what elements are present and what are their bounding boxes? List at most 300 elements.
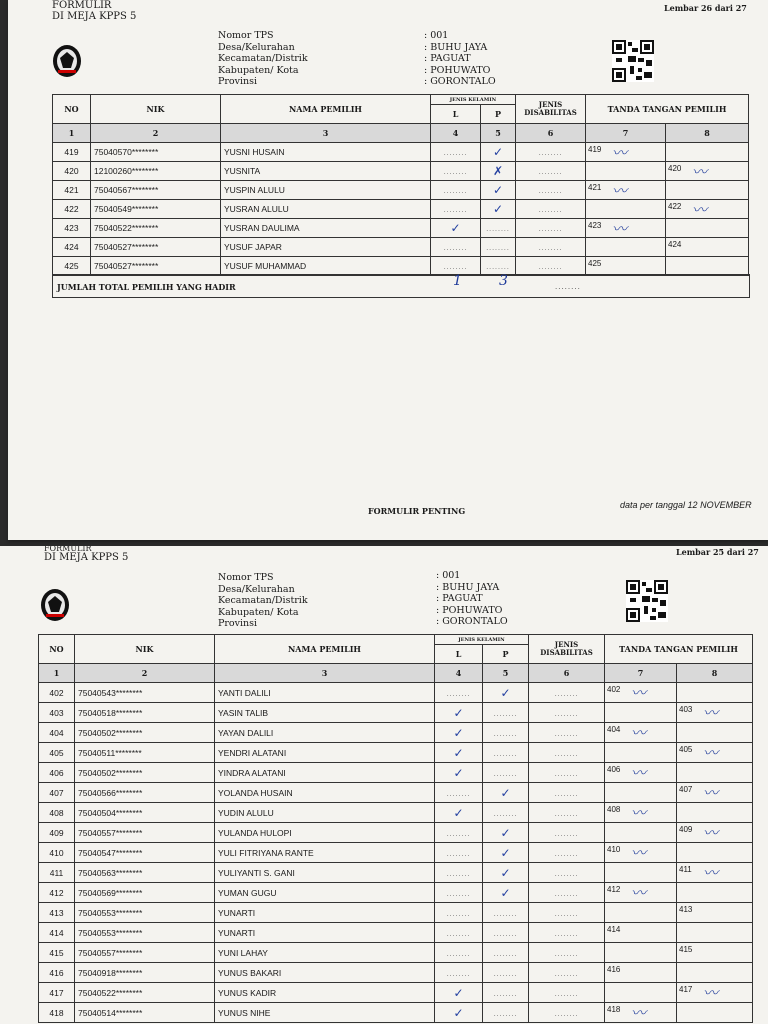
signature-cell-odd (605, 923, 677, 943)
label-kabupaten: Kabupaten/ Kota (218, 64, 299, 76)
row-nama-text: YUNARTI (218, 927, 256, 938)
row-nik (75, 783, 215, 803)
row-female-mark (483, 683, 529, 703)
row-female-mark (483, 783, 529, 803)
row-disability-text: ........ (538, 264, 563, 271)
qr-code-icon (626, 580, 668, 622)
row-nama-text: YUNUS NIHE (218, 1007, 271, 1018)
signature-number: 425 (588, 259, 602, 268)
signature-cell-odd (605, 683, 677, 703)
row-male-mark-text: ........ (446, 930, 471, 938)
row-female-mark (483, 703, 529, 723)
value-provinsi: : GORONTALO (436, 616, 508, 627)
row-nama (215, 783, 435, 803)
row-male-mark-text: ........ (446, 790, 471, 798)
col-no: NO (53, 95, 91, 124)
row-disability (529, 683, 605, 703)
row-nama-text: YULIYANTI S. GANI (218, 867, 295, 878)
row-no (39, 703, 75, 723)
signature-cell-odd (605, 883, 677, 903)
row-male-mark-text: ✓ (453, 765, 464, 780)
signature-scribble: 〰 (631, 1004, 647, 1022)
table-row (39, 903, 753, 923)
table-row (39, 883, 753, 903)
form-title (52, 0, 136, 22)
row-nik (75, 823, 215, 843)
col-jenis-kelamin: JENIS KELAMIN (431, 95, 516, 105)
signature-cell-odd (605, 763, 677, 783)
row-no (39, 1003, 75, 1023)
row-female-mark-text: ........ (486, 245, 510, 252)
signature-scribble: 〰 (703, 744, 719, 762)
col-number: 1 (39, 664, 75, 683)
row-female-mark (483, 803, 529, 823)
col-number: 4 (435, 664, 483, 683)
signature-cell-even (677, 943, 753, 963)
voter-table (38, 634, 753, 1023)
value-nomor-tps: : 001 (436, 570, 461, 581)
value-desa: : BUHU JAYA (424, 41, 488, 53)
signature-number: 415 (679, 945, 693, 954)
label-nomor-tps: Nomor TPS (218, 572, 274, 583)
row-female-mark (481, 219, 516, 238)
row-disability (529, 723, 605, 743)
signature-cell-even (677, 683, 753, 703)
row-disability-text: ........ (554, 850, 579, 858)
row-nik-text: 75040518******** (78, 707, 143, 718)
signature-cell-even (677, 843, 753, 863)
row-nik-text: 75040566******** (78, 787, 143, 798)
row-nama (215, 923, 435, 943)
row-nama-text: YUSNITA (224, 166, 261, 176)
voter-rows (39, 683, 753, 1023)
row-male-mark (431, 162, 481, 181)
row-male-mark-text: ........ (446, 690, 471, 698)
row-disability-text: ........ (554, 870, 579, 878)
row-disability (516, 162, 586, 181)
row-nik-text: 75040543******** (78, 687, 143, 698)
row-no-text: 405 (49, 747, 64, 758)
row-male-mark (435, 803, 483, 823)
row-nik-text: 75040504******** (78, 807, 143, 818)
row-no-text: 418 (49, 1007, 64, 1018)
row-disability (529, 963, 605, 983)
row-disability-text: ........ (538, 188, 563, 195)
row-female-mark (481, 181, 516, 200)
col-number: 1 (53, 124, 91, 143)
row-nama-text: YUSRAN ALULU (224, 204, 289, 214)
table-row (39, 963, 753, 983)
row-disability-text: ........ (554, 1010, 579, 1018)
row-disability (516, 219, 586, 238)
row-male-mark (435, 763, 483, 783)
signature-scribble: 〰 (631, 684, 647, 702)
signature-scribble: 〰 (703, 704, 719, 722)
row-male-mark (435, 923, 483, 943)
row-nik-text: 75040557******** (78, 827, 143, 838)
row-nik (75, 963, 215, 983)
col-number: 8 (666, 124, 749, 143)
signature-number: 424 (668, 240, 682, 249)
row-nama-text: YOLANDA HUSAIN (218, 787, 293, 798)
table-row (39, 723, 753, 743)
signature-cell-even (666, 219, 749, 238)
row-nik-text: 75040511******** (78, 747, 142, 758)
row-nama (221, 143, 431, 162)
row-disability (529, 1003, 605, 1023)
row-nama (221, 162, 431, 181)
row-nama (215, 883, 435, 903)
row-disability (529, 943, 605, 963)
kpu-logo-icon (40, 588, 70, 622)
signature-cell-even (677, 963, 753, 983)
row-no (53, 238, 91, 257)
signature-cell-even (677, 763, 753, 783)
col-disabilitas: JENIS DISABILITAS (516, 95, 586, 124)
row-disability (529, 743, 605, 763)
row-nik-text: 75040549******** (94, 204, 159, 214)
row-male-mark (435, 703, 483, 723)
row-male-mark-text: ........ (443, 245, 468, 252)
row-disability-text: ........ (538, 226, 563, 233)
row-disability (529, 783, 605, 803)
row-female-mark-text: ........ (493, 730, 518, 738)
column-number-row (39, 664, 753, 683)
row-female-mark-text: ✓ (492, 202, 504, 216)
signature-cell-odd (605, 743, 677, 763)
row-no-text: 416 (49, 967, 64, 978)
row-nama-text: YUNARTI (218, 907, 256, 918)
row-disability (516, 200, 586, 219)
row-nik (75, 983, 215, 1003)
signature-cell-odd (586, 143, 666, 162)
row-nama (215, 983, 435, 1003)
row-nama-text: YINDRA ALATANI (218, 767, 286, 778)
signature-number: 409 (679, 825, 693, 834)
row-disability-text: ........ (554, 910, 579, 918)
row-no-text: 423 (64, 223, 79, 233)
col-nama: NAMA PEMILIH (221, 95, 431, 124)
col-p: P (483, 645, 529, 664)
row-disability (529, 803, 605, 823)
row-no-text: 403 (49, 707, 64, 718)
signature-number: 422 (668, 202, 682, 211)
form-sheet-26 (8, 0, 768, 540)
signature-cell-odd (605, 783, 677, 803)
row-disability-text: ........ (554, 990, 579, 998)
row-nama-text: YUSRAN DAULIMA (224, 223, 300, 233)
row-no (39, 923, 75, 943)
row-female-mark-text: ✓ (500, 885, 511, 900)
row-female-mark-text: ✓ (500, 865, 511, 880)
row-nik-text: 75040570******** (94, 147, 159, 157)
signature-scribble: 〰 (631, 884, 647, 902)
form-title-line-1: FORMULIR (52, 0, 112, 11)
sheet-page-indicator: Lembar 25 dari 27 (676, 547, 759, 557)
row-nik (91, 219, 221, 238)
signature-number: 418 (607, 1005, 621, 1014)
row-disability-text: ........ (554, 790, 579, 798)
row-male-mark-text: ........ (443, 169, 468, 176)
row-no-text: 425 (64, 261, 79, 271)
row-disability-text: ........ (554, 950, 579, 958)
signature-cell-odd (605, 703, 677, 723)
row-no-text: 406 (49, 767, 64, 778)
value-desa: : BUHU JAYA (436, 581, 500, 593)
signature-cell-even (677, 923, 753, 943)
row-nik (75, 683, 215, 703)
row-nik-text: 75040553******** (78, 927, 143, 938)
row-female-mark-text: ✓ (500, 825, 511, 840)
row-female-mark (483, 923, 529, 943)
signature-number: 420 (668, 164, 682, 173)
row-male-mark-text: ✓ (453, 705, 464, 720)
row-nama (215, 703, 435, 723)
row-no-text: 412 (49, 887, 64, 898)
row-nik-text: 75040527******** (94, 242, 159, 252)
value-kecamatan: : PAGUAT (424, 53, 471, 64)
tps-info-values (436, 570, 508, 628)
row-nama-text: YENDRI ALATANI (218, 747, 287, 758)
row-male-mark (435, 743, 483, 763)
row-nik (75, 943, 215, 963)
row-male-mark (435, 843, 483, 863)
row-nama (215, 1003, 435, 1023)
row-female-mark (483, 943, 529, 963)
row-female-mark-text: ........ (493, 970, 518, 978)
row-female-mark-text: ........ (493, 710, 518, 718)
row-female-mark-text: ........ (486, 226, 510, 233)
row-male-mark-text: ........ (443, 150, 468, 157)
row-nik (91, 181, 221, 200)
col-l: L (435, 645, 483, 664)
row-no (53, 162, 91, 181)
row-no (39, 863, 75, 883)
row-female-mark (483, 1003, 529, 1023)
voter-table (52, 94, 749, 276)
row-nik (75, 923, 215, 943)
col-number: 8 (677, 664, 753, 683)
row-disability-text: ........ (554, 970, 579, 978)
row-disability-text: ........ (554, 830, 579, 838)
row-nik (75, 883, 215, 903)
row-no (39, 683, 75, 703)
value-kabupaten: : POHUWATO (436, 604, 503, 616)
row-female-mark-text: ✓ (492, 145, 504, 159)
table-row (53, 200, 749, 219)
row-nama (215, 943, 435, 963)
row-no-text: 419 (64, 147, 79, 157)
col-nik: NIK (91, 95, 221, 124)
row-nik (75, 803, 215, 823)
row-nik (75, 743, 215, 763)
table-row (39, 743, 753, 763)
row-female-mark (483, 903, 529, 923)
row-disability-text: ........ (538, 169, 563, 176)
row-no-text: 424 (64, 242, 79, 252)
signature-number: 421 (588, 183, 602, 192)
signature-number: 412 (607, 885, 621, 894)
signature-scribble: 〰 (703, 824, 719, 842)
table-row (53, 162, 749, 181)
row-nama-text: YUSNI HUSAIN (224, 147, 285, 157)
row-no (39, 823, 75, 843)
row-disability-text: ........ (554, 930, 579, 938)
row-no (53, 219, 91, 238)
row-female-mark-text: ✓ (492, 183, 504, 197)
col-number: 3 (221, 124, 431, 143)
col-jenis-kelamin: JENIS KELAMIN (435, 635, 529, 645)
table-row (39, 1003, 753, 1023)
row-no (39, 903, 75, 923)
col-tanda-tangan: TANDA TANGAN PEMILIH (586, 95, 749, 124)
row-nik (91, 257, 221, 276)
signature-number: 403 (679, 705, 693, 714)
signature-scribble: 〰 (612, 220, 628, 238)
signature-number: 406 (607, 765, 621, 774)
sheet-page-indicator: Lembar 26 dari 27 (664, 3, 747, 13)
label-kabupaten: Kabupaten/ Kota (218, 606, 299, 618)
signature-cell-odd (605, 1003, 677, 1023)
signature-cell-even (666, 143, 749, 162)
signature-number: 407 (679, 785, 693, 794)
col-number: 2 (91, 124, 221, 143)
label-nomor-tps: Nomor TPS (218, 30, 274, 41)
row-nik (91, 143, 221, 162)
col-number: 5 (481, 124, 516, 143)
signature-number: 408 (607, 805, 621, 814)
table-row (39, 823, 753, 843)
value-nomor-tps: : 001 (424, 30, 449, 41)
signature-cell-even (677, 883, 753, 903)
row-disability (516, 143, 586, 162)
row-no (39, 763, 75, 783)
form-title-line-2: DI MEJA KPPS 5 (44, 552, 129, 563)
signature-cell-even (677, 703, 753, 723)
row-nik (91, 238, 221, 257)
row-nama (215, 843, 435, 863)
row-male-mark (435, 723, 483, 743)
total-disability: ........ (555, 283, 581, 291)
signature-number: 423 (588, 221, 602, 230)
table-row (39, 763, 753, 783)
row-no-text: 411 (49, 867, 64, 878)
tps-info-labels (218, 572, 308, 630)
signature-cell-odd (586, 181, 666, 200)
kpu-logo-icon (52, 44, 82, 78)
signature-cell-odd (605, 983, 677, 1003)
signature-cell-even (666, 181, 749, 200)
signature-scribble: 〰 (703, 784, 719, 802)
row-nama (215, 823, 435, 843)
signature-number: 411 (679, 865, 692, 874)
row-female-mark-text: ........ (493, 950, 518, 958)
col-tanda-tangan: TANDA TANGAN PEMILIH (605, 635, 753, 664)
row-male-mark (435, 1003, 483, 1023)
row-no-text: 413 (49, 907, 64, 918)
row-nik (91, 200, 221, 219)
row-disability-text: ........ (538, 150, 563, 157)
row-disability (516, 238, 586, 257)
row-disability (529, 883, 605, 903)
col-number: 5 (483, 664, 529, 683)
row-nik (75, 703, 215, 723)
table-row (53, 143, 749, 162)
row-female-mark-text: ✓ (500, 785, 511, 800)
row-no (53, 181, 91, 200)
row-nik-text: 75040522******** (78, 987, 143, 998)
row-no (39, 883, 75, 903)
signature-number: 419 (588, 145, 602, 154)
row-nik (75, 843, 215, 863)
row-female-mark-text: ........ (493, 770, 518, 778)
signature-cell-even (666, 162, 749, 181)
signature-cell-even (677, 983, 753, 1003)
row-no-text: 415 (49, 947, 64, 958)
row-disability-text: ........ (554, 890, 579, 898)
row-nama (215, 863, 435, 883)
row-nik-text: 75040563******** (78, 867, 143, 878)
signature-number: 410 (607, 845, 621, 854)
row-male-mark-text: ✓ (453, 725, 464, 740)
tps-info-labels (218, 30, 308, 88)
row-female-mark (481, 238, 516, 257)
row-no-text: 409 (49, 827, 64, 838)
row-female-mark (483, 883, 529, 903)
signature-cell-even (666, 238, 749, 257)
col-p: P (481, 105, 516, 124)
row-no-text: 414 (49, 927, 64, 938)
signature-scribble: 〰 (612, 182, 628, 200)
row-female-mark-text: ........ (486, 264, 510, 271)
row-no (39, 963, 75, 983)
signature-cell-odd (605, 803, 677, 823)
row-male-mark (435, 903, 483, 923)
form-title-line-1: FORMULIR (44, 546, 92, 552)
signature-scribble: 〰 (631, 724, 647, 742)
col-l: L (431, 105, 481, 124)
row-female-mark-text: ✓ (500, 845, 511, 860)
signature-cell-odd (586, 200, 666, 219)
label-kecamatan: Kecamatan/Distrik (218, 595, 308, 606)
col-number: 3 (215, 664, 435, 683)
label-kecamatan: Kecamatan/Distrik (218, 53, 308, 64)
row-no (53, 143, 91, 162)
row-nama-text: YUNUS KADIR (218, 987, 277, 998)
row-nik-text: 75040567******** (94, 185, 159, 195)
row-female-mark (481, 143, 516, 162)
table-row (39, 843, 753, 863)
row-male-mark-text: ........ (446, 850, 471, 858)
row-female-mark-text: ✗ (492, 164, 504, 178)
row-disability (529, 903, 605, 923)
row-female-mark-text: ........ (493, 990, 518, 998)
row-female-mark (483, 723, 529, 743)
form-sheet-25 (0, 546, 768, 1024)
row-nama (215, 683, 435, 703)
signature-scribble: 〰 (612, 144, 628, 162)
row-nik-text: 75040569******** (78, 887, 143, 898)
table-row (53, 219, 749, 238)
voter-rows (53, 143, 749, 276)
row-disability (529, 843, 605, 863)
signature-cell-odd (586, 219, 666, 238)
value-kabupaten: : POHUWATO (424, 64, 491, 76)
signature-number: 416 (607, 965, 621, 974)
row-disability-text: ........ (554, 710, 579, 718)
col-number: 7 (586, 124, 666, 143)
row-no (39, 803, 75, 823)
